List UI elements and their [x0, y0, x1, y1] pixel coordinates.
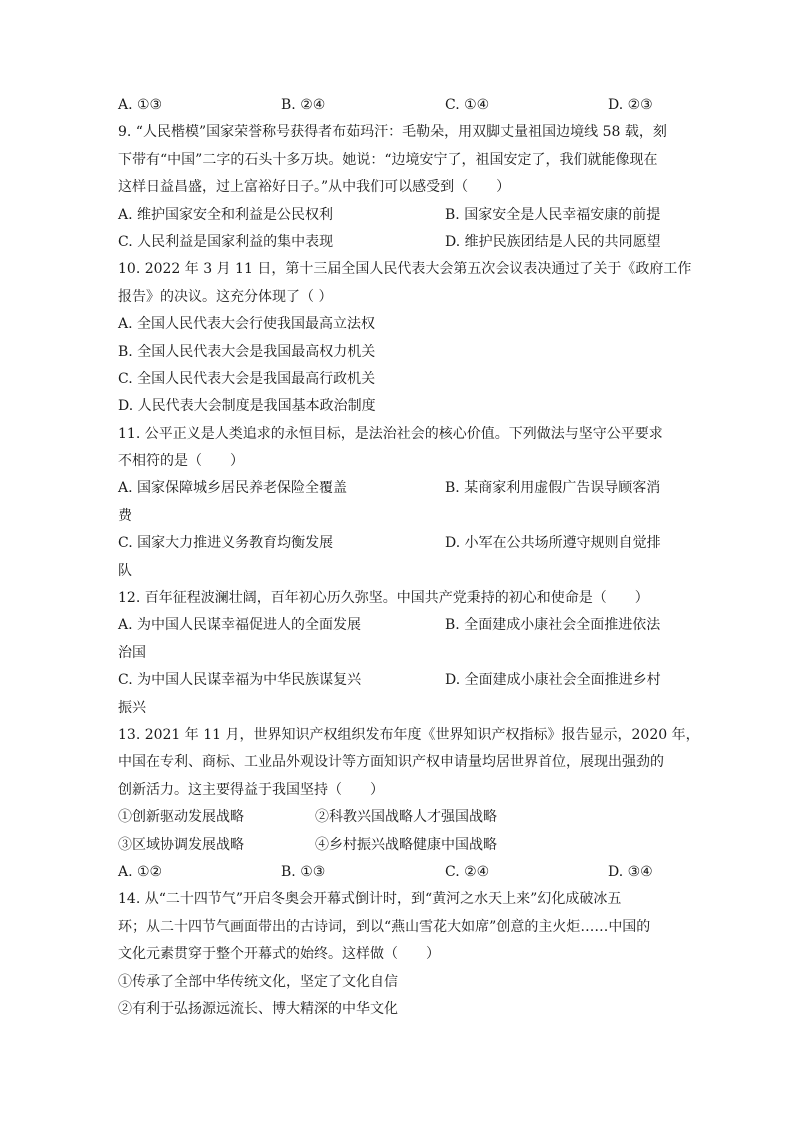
q13-stem-line: 创新活力。这主要得益于我国坚持（ ） [118, 781, 384, 798]
q11-stem-line: 不相符的是（ ） [118, 453, 244, 470]
q9-options-row [118, 229, 678, 256]
q12-option-d: D. 全面建成小康社会全面推进乡村 [445, 672, 661, 689]
q13-items-row [118, 804, 678, 831]
q13-option-b: B. ①③ [281, 863, 326, 880]
q13-items-row [118, 832, 678, 859]
q13-item-3: ③区域协调发展战略 [118, 836, 244, 853]
q13-stem-line: 中国在专利、商标、工业品外观设计等方面知识产权申请量均居世界首位，展现出强劲的 [118, 754, 664, 771]
q8-option-b: B. ②④ [281, 97, 326, 113]
q12-option-b: B. 全面建成小康社会全面推进依法 [445, 617, 661, 634]
q12-stem-line: 12. 百年征程波澜壮阔，百年初心历久弥坚。中国共产党秉持的初心和使命是（ ） [118, 590, 649, 607]
q11-option-b-wrap: 费 [118, 507, 132, 524]
q14-item-1: ①传承了全部中华传统文化，坚定了文化自信 [118, 973, 398, 990]
q13-item-1: ①创新驱动发展战略 [118, 809, 244, 826]
q11-stem-line: 11. 公平正义是人类追求的永恒目标，是法治社会的核心价值。下列做法与坚守公平要求 [118, 425, 663, 442]
q9-stem-line: 这样日益昌盛，过上富裕好日子。”从中我们可以感受到（ ） [118, 179, 511, 196]
q13-option-a: A. ①② [118, 863, 163, 880]
q12-options-row [118, 612, 678, 639]
q13-options [118, 859, 678, 886]
q8-option-c: C. ①④ [445, 97, 490, 113]
q8-options [118, 92, 678, 119]
q9-option-b: B. 国家安全是人民幸福安康的前提 [445, 206, 661, 223]
question-content [118, 92, 700, 1023]
q12-options-row [118, 667, 678, 694]
q13-item-4: ④乡村振兴战略健康中国战略 [315, 836, 497, 853]
q9-options-row [118, 202, 678, 229]
q11-options-row [118, 475, 678, 502]
q10-option-b: B. 全国人民代表大会是我国最高权力机关 [118, 343, 376, 360]
q10-stem-line: 报告》的决议。这充分体现了（ ） [118, 288, 333, 305]
q11-option-a: A. 国家保障城乡居民养老保险全覆盖 [118, 480, 348, 497]
q11-option-c: C. 国家大力推进义务教育均衡发展 [118, 535, 334, 552]
q10-stem-line: 10. 2022 年 3 月 11 日，第十三届全国人民代表大会第五次会议表决通过了关于《政府工作 [118, 261, 692, 278]
q12-option-d-wrap: 振兴 [118, 699, 146, 716]
q10-option-d: D. 人民代表大会制度是我国基本政治制度 [118, 398, 376, 415]
q14-stem-line: 环；从二十四节气画面带出的古诗词，到以“燕山雪花大如席”创意的主火炬……中国的 [118, 918, 651, 935]
q8-option-d: D. ②③ [608, 97, 653, 113]
q12-option-a: A. 为中国人民谋幸福促进人的全面发展 [118, 617, 362, 634]
q13-item-2: ②科教兴国战略人才强国战略 [315, 809, 497, 826]
q10-option-a: A. 全国人民代表大会行使我国最高立法权 [118, 316, 376, 333]
q14-stem-line: 14. 从“二十四节气”开启冬奥会开幕式倒计时，到“黄河之水天上来”幻化成破冰五 [118, 891, 622, 908]
q12-option-b-wrap: 治国 [118, 644, 146, 661]
q12-option-c: C. 为中国人民谋幸福为中华民族谋复兴 [118, 672, 362, 689]
q9-option-d: D. 维护民族团结是人民的共同愿望 [445, 233, 661, 250]
q10-option-c: C. 全国人民代表大会是我国最高行政机关 [118, 370, 376, 387]
q13-stem-line: 13. 2021 年 11 月，世界知识产权组织发布年度《世界知识产权指标》报告显示，2020 年， [118, 726, 700, 743]
q8-option-a: A. ①③ [118, 97, 163, 113]
q13-option-d: D. ③④ [608, 863, 653, 880]
q14-item-2: ②有利于弘扬源远流长、博大精深的中华文化 [118, 1000, 398, 1017]
q11-option-b: B. 某商家利用虚假广告误导顾客消 [445, 480, 661, 497]
q9-option-a: A. 维护国家安全和利益是公民权利 [118, 206, 334, 223]
q11-option-d-wrap: 队 [118, 562, 132, 579]
q14-stem-line: 文化元素贯穿于整个开幕式的始终。这样做（ ） [118, 946, 440, 963]
q13-option-c: C. ②④ [445, 863, 490, 880]
q9-stem-line: 9. “人民楷模”国家荣誉称号获得者布茹玛汗：毛勒朵，用双脚丈量祖国边境线 58 载，刻 [118, 124, 667, 141]
q9-stem-line: 下带有“中国”二字的石头十多万块。她说：“边境安宁了，祖国安定了，我们就能像现在 [118, 151, 658, 168]
q11-option-d: D. 小军在公共场所遵守规则自觉排 [445, 535, 661, 552]
q11-options-row [118, 530, 678, 557]
q9-option-c: C. 人民利益是国家利益的集中表现 [118, 233, 334, 250]
